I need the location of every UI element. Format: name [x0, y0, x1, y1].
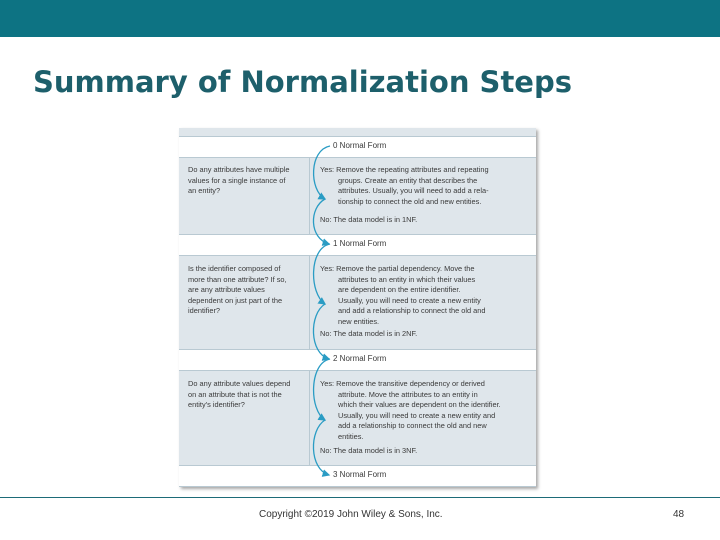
- form-label: 1 Normal Form: [333, 239, 387, 248]
- form-label: 2 Normal Form: [333, 354, 387, 363]
- step-question: Do any attribute values depend on an attribute that is not the entity's identifier?: [188, 379, 291, 410]
- slide-number: 48: [673, 509, 685, 520]
- top-bar: [0, 0, 720, 37]
- copyright-notice: Copyright ©2019 John Wiley & Sons, Inc.: [259, 509, 443, 520]
- yes-action: Yes: Remove the transitive dependency or derived attribute. Move the attributes to an entity in which their values are dependent on the identifier. Usually, you will need to create a new entity and add a relationship to connect the old and new entities.: [320, 379, 501, 441]
- slide-title: Summary of Normalization Steps: [33, 65, 572, 99]
- form-label: 3 Normal Form: [333, 470, 387, 479]
- no-result: No: The data model is in 3NF.: [320, 446, 418, 455]
- no-result: No: The data model is in 2NF.: [320, 329, 418, 338]
- step-question: Do any attributes have multiple values for a single instance of an entity?: [188, 165, 290, 196]
- no-result: No: The data model is in 1NF.: [320, 215, 418, 224]
- footer-divider: [0, 497, 720, 498]
- yes-action: Yes: Remove the partial dependency. Move the attributes to an entity in which their values are dependent on the entire identifier. Usually, you will need to create a new entity and add a relationship to connect the old and new entities.: [320, 264, 486, 326]
- step-question: Is the identifier composed of more than one attribute? If so, are any attribute values dependent on just part of the identifier?: [188, 264, 287, 316]
- yes-action: Yes: Remove the repeating attributes and repeating groups. Create an entity that describes the attributes. Usually, you will need to add a rela- tionship to connect the old and new entities.: [320, 165, 489, 206]
- normalization-diagram: [179, 128, 536, 487]
- form-label: 0 Normal Form: [333, 141, 387, 150]
